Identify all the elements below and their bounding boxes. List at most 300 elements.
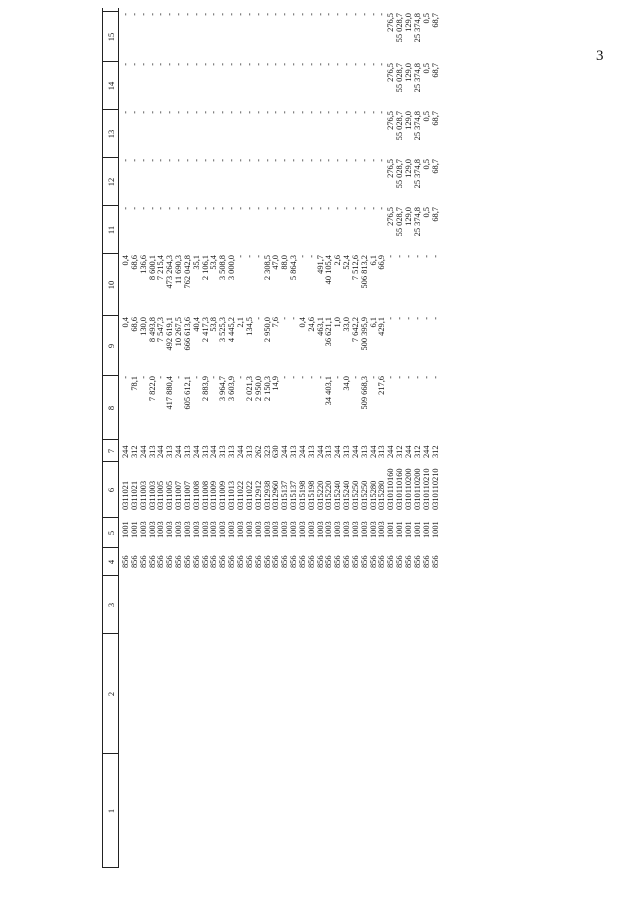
table-cell-col-9: 8 493,8 — [147, 317, 157, 343]
table-cell-col-14: - — [377, 63, 387, 66]
table-cell-col-9: 0,4 — [297, 317, 307, 328]
table-cell-col-7: 313 — [182, 445, 192, 458]
table-cell-col-10: 40 105,4 — [324, 255, 334, 285]
table-cell-col-9: 7,6 — [271, 317, 281, 328]
table-cell-col-9: 40,4 — [191, 317, 201, 332]
table-cell-col-8: 78,1 — [129, 376, 139, 391]
table-row — [264, 8, 273, 868]
table-cell-col-8: - — [156, 376, 166, 379]
table-cell-col-11: - — [253, 207, 263, 210]
table-cell-col-13: - — [244, 111, 254, 114]
table-cell-col-4: 856 — [218, 555, 228, 568]
table-cell-col-15: - — [121, 13, 130, 16]
header-cell-col-6: 6 — [106, 487, 116, 493]
table-cell-col-11: - — [280, 207, 290, 210]
table-row — [140, 8, 149, 868]
table-cell-col-4: 856 — [324, 555, 334, 568]
table-cell-col-6: 0311009 — [209, 480, 219, 510]
table-cell-col-6: 0311005 — [156, 480, 166, 510]
table-cell-col-15: - — [235, 13, 245, 16]
table-row — [370, 8, 379, 868]
table-cell-col-8: 2 021,3 — [244, 376, 254, 402]
table-cell-col-9: 500 395,9 — [359, 317, 369, 351]
table-cell-col-6: 0315137 — [289, 480, 299, 510]
table-cell-col-14: - — [174, 63, 184, 66]
table-cell-col-14: 129,0 — [404, 63, 413, 82]
table-cell-col-5: 1003 — [359, 521, 369, 538]
table-cell-col-7: 244 — [138, 445, 148, 458]
table-cell-col-11: - — [315, 207, 325, 210]
table-cell-col-5: 1003 — [209, 521, 219, 538]
table-cell-col-8: 417 880,4 — [165, 376, 175, 410]
table-row — [166, 8, 175, 868]
table-cell-col-11: - — [209, 207, 219, 210]
table-cell-col-10: 7 215,4 — [156, 255, 166, 281]
table-cell-col-8: 34,0 — [342, 376, 352, 391]
table-cell-col-14: - — [200, 63, 210, 66]
table-cell-col-4: 856 — [297, 555, 307, 568]
table-cell-col-4: 856 — [138, 555, 148, 568]
table-cell-col-9: - — [430, 317, 440, 320]
table-cell-col-11: - — [333, 207, 343, 210]
table-cell-col-13: - — [262, 111, 272, 114]
table-cell-col-9: 492 619,1 — [165, 317, 175, 351]
table-cell-col-10: - — [253, 255, 263, 258]
table-cell-col-11: - — [121, 207, 130, 210]
table-cell-col-7: 244 — [174, 445, 184, 458]
table-cell-col-4: 856 — [156, 555, 166, 568]
table-cell-col-13: - — [342, 111, 352, 114]
table-cell-col-5: 1003 — [368, 521, 378, 538]
table-cell-col-10: 68,6 — [129, 255, 139, 270]
table-cell-col-10: 0,4 — [121, 255, 130, 266]
table-cell-col-13: 129,0 — [404, 111, 413, 130]
table-cell-col-13: 0,5 — [421, 111, 431, 122]
table-cell-col-13: - — [333, 111, 343, 114]
table-cell-col-8: 34 403,1 — [324, 376, 334, 406]
table-row — [184, 8, 193, 868]
table-cell-col-6: 0311008 — [191, 480, 201, 510]
table-cell-col-6: 0310110200 — [412, 468, 422, 510]
table-cell-col-9: 2,1 — [235, 317, 245, 328]
table-cell-col-14: 68,7 — [430, 63, 440, 78]
table-cell-col-10: - — [306, 255, 316, 258]
table-cell-col-13: - — [218, 111, 228, 114]
table-cell-col-5: 1001 — [395, 521, 405, 538]
table-cell-col-8: 2 150,3 — [262, 376, 272, 402]
table-cell-col-13: - — [315, 111, 325, 114]
table-cell-col-13: - — [235, 111, 245, 114]
table-cell-col-8: - — [138, 376, 148, 379]
table-cell-col-13: - — [289, 111, 299, 114]
table-cell-col-4: 856 — [244, 555, 254, 568]
table-cell-col-8: - — [174, 376, 184, 379]
header-cell-col-7: 7 — [106, 448, 116, 454]
table-cell-col-6: 0315250 — [359, 480, 369, 510]
table-cell-col-11: 276,5 — [386, 207, 396, 226]
table-cell-col-4: 856 — [395, 555, 405, 568]
table-cell-col-10: 762 042,8 — [182, 255, 192, 289]
table-cell-col-13: 55 028,7 — [395, 111, 405, 141]
table-cell-col-12: - — [174, 159, 184, 162]
table-cell-col-7: 244 — [386, 445, 396, 458]
table-cell-col-14: - — [315, 63, 325, 66]
table-cell-col-12: - — [271, 159, 281, 162]
header-cell-col-15: 15 — [106, 32, 116, 42]
table-row — [228, 8, 237, 868]
table-cell-col-14: 276,5 — [386, 63, 396, 82]
table-cell-col-10: 473 264,3 — [165, 255, 175, 289]
table-cell-col-14: - — [262, 63, 272, 66]
table-cell-col-13: 25 374,8 — [412, 111, 422, 141]
table-cell-col-7: 312 — [412, 445, 422, 458]
table-cell-col-9: 1,0 — [333, 317, 343, 328]
table-cell-col-13: - — [227, 111, 237, 114]
table-cell-col-8: 2 950,0 — [253, 376, 263, 402]
table-cell-col-11: 68,7 — [430, 207, 440, 222]
table-cell-col-4: 856 — [359, 555, 369, 568]
table-cell-col-5: 1001 — [386, 521, 396, 538]
table-cell-col-12: - — [138, 159, 148, 162]
table-row — [396, 8, 405, 868]
table-cell-col-4: 856 — [271, 555, 281, 568]
table-cell-col-9: - — [280, 317, 290, 320]
table-cell-col-14: - — [147, 63, 157, 66]
table-cell-col-15: - — [129, 13, 139, 16]
table-cell-col-9: 0,4 — [121, 317, 130, 328]
header-divider — [102, 61, 118, 62]
table-cell-col-11: - — [262, 207, 272, 210]
table-cell-col-5: 1003 — [156, 521, 166, 538]
table-cell-col-15: - — [165, 13, 175, 16]
table-cell-col-4: 856 — [333, 555, 343, 568]
table-cell-col-7: 313 — [342, 445, 352, 458]
table-cell-col-13: - — [156, 111, 166, 114]
table-cell-col-12: - — [227, 159, 237, 162]
table-cell-col-6: 0315240 — [342, 480, 352, 510]
table-cell-col-7: 313 — [147, 445, 157, 458]
table-cell-col-5: 1003 — [235, 521, 245, 538]
table-cell-col-8: - — [412, 376, 422, 379]
table-cell-col-11: - — [182, 207, 192, 210]
table-cell-col-15: - — [377, 13, 387, 16]
table-cell-col-6: 0311003 — [147, 480, 157, 510]
table-cell-col-12: - — [342, 159, 352, 162]
table-cell-col-6: 0310110210 — [430, 468, 440, 510]
table-cell-col-14: - — [209, 63, 219, 66]
table-cell-col-10: 8 600,1 — [147, 255, 157, 281]
table-cell-col-5: 1003 — [218, 521, 228, 538]
table-cell-col-5: 1003 — [182, 521, 192, 538]
table-cell-col-11: - — [218, 207, 228, 210]
table-cell-col-9: 10 267,5 — [174, 317, 184, 347]
table-cell-col-12: - — [350, 159, 360, 162]
table-cell-col-15: - — [147, 13, 157, 16]
header-divider — [102, 439, 118, 440]
table-cell-col-12: 25 374,8 — [412, 159, 422, 189]
table-cell-col-8: - — [430, 376, 440, 379]
table-cell-col-10: 2 106,1 — [200, 255, 210, 281]
table-cell-col-7: 312 — [129, 445, 139, 458]
table-row — [299, 8, 308, 868]
table-row — [246, 8, 255, 868]
table-cell-col-15: 25 374,8 — [412, 13, 422, 43]
table-cell-col-10: 136,6 — [138, 255, 148, 274]
table-cell-col-7: 262 — [253, 445, 263, 458]
table-cell-col-6: 0315198 — [297, 480, 307, 510]
table-cell-col-4: 856 — [174, 555, 184, 568]
table-cell-col-14: - — [333, 63, 343, 66]
table-cell-col-14: - — [191, 63, 201, 66]
table-cell-col-13: - — [174, 111, 184, 114]
header-divider — [102, 205, 118, 206]
table-header-row — [104, 8, 119, 868]
table-cell-col-11: - — [359, 207, 369, 210]
table-cell-col-14: - — [218, 63, 228, 66]
table-cell-col-9: 463,1 — [315, 317, 325, 336]
table-cell-col-15: - — [191, 13, 201, 16]
table-cell-col-9: - — [253, 317, 263, 320]
table-cell-col-9: 666 613,6 — [182, 317, 192, 351]
table-cell-col-8: - — [395, 376, 405, 379]
table-cell-col-15: - — [297, 13, 307, 16]
table-cell-col-4: 856 — [253, 555, 263, 568]
table-cell-col-6: 0311008 — [200, 480, 210, 510]
table-cell-col-7: 244 — [404, 445, 413, 458]
table-cell-col-15: - — [368, 13, 378, 16]
table-cell-col-8: - — [306, 376, 316, 379]
table-row — [352, 8, 361, 868]
table-row — [343, 8, 352, 868]
table-cell-col-11: 129,0 — [404, 207, 413, 226]
table-cell-col-8: - — [297, 376, 307, 379]
table-cell-col-8: 605 612,1 — [182, 376, 192, 410]
table-cell-col-4: 856 — [200, 555, 210, 568]
table-cell-col-15: - — [306, 13, 316, 16]
header-divider — [102, 11, 118, 12]
table-cell-col-7: 244 — [350, 445, 360, 458]
table-cell-col-8: - — [404, 376, 413, 379]
table-row — [432, 8, 441, 868]
table-cell-col-14: - — [359, 63, 369, 66]
header-cell-col-14: 14 — [106, 81, 116, 91]
table-cell-col-10: 6,1 — [368, 255, 378, 266]
header-divider — [102, 633, 118, 634]
table-row — [175, 8, 184, 868]
table-cell-col-12: 276,5 — [386, 159, 396, 178]
table-cell-col-8: - — [350, 376, 360, 379]
table-cell-col-15: - — [156, 13, 166, 16]
table-cell-col-13: - — [165, 111, 175, 114]
table-cell-col-9: 53,8 — [209, 317, 219, 332]
table-cell-col-9: 130,0 — [138, 317, 148, 336]
table-cell-col-11: - — [156, 207, 166, 210]
table-cell-col-13: - — [191, 111, 201, 114]
table-cell-col-10: - — [235, 255, 245, 258]
table-cell-col-8: - — [235, 376, 245, 379]
table-cell-col-15: - — [333, 13, 343, 16]
table-cell-col-15: - — [138, 13, 148, 16]
table-cell-col-5: 1003 — [262, 521, 272, 538]
table-cell-col-13: - — [138, 111, 148, 114]
table-cell-col-8: - — [368, 376, 378, 379]
table-cell-col-6: 0311007 — [174, 480, 184, 510]
table-cell-col-5: 1003 — [244, 521, 254, 538]
table-cell-col-11: - — [235, 207, 245, 210]
rotated-table — [104, 8, 626, 868]
table-cell-col-10: 5 864,3 — [289, 255, 299, 281]
header-divider — [102, 375, 118, 376]
table-cell-col-9: - — [395, 317, 405, 320]
table-cell-col-5: 1003 — [342, 521, 352, 538]
table-cell-col-4: 856 — [235, 555, 245, 568]
table-cell-col-9: - — [421, 317, 431, 320]
table-cell-col-5: 1003 — [289, 521, 299, 538]
table-cell-col-9: 4 445,2 — [227, 317, 237, 343]
table-cell-col-5: 1003 — [138, 521, 148, 538]
table-cell-col-4: 856 — [209, 555, 219, 568]
table-cell-col-7: 313 — [244, 445, 254, 458]
table-cell-col-4: 856 — [377, 555, 387, 568]
table-cell-col-12: - — [359, 159, 369, 162]
table-cell-col-11: - — [368, 207, 378, 210]
table-cell-col-13: - — [297, 111, 307, 114]
table-cell-col-4: 856 — [350, 555, 360, 568]
table-cell-col-10: - — [297, 255, 307, 258]
table-cell-col-8: 3 603,9 — [227, 376, 237, 402]
table-cell-col-11: - — [174, 207, 184, 210]
header-divider — [102, 253, 118, 254]
table-cell-col-13: - — [121, 111, 130, 114]
table-cell-col-10: 53,4 — [209, 255, 219, 270]
table-row — [157, 8, 166, 868]
table-cell-col-12: - — [289, 159, 299, 162]
table-cell-col-6: 0315220 — [324, 480, 334, 510]
table-cell-col-12: - — [377, 159, 387, 162]
table-cell-col-13: 68,7 — [430, 111, 440, 126]
table-cell-col-14: - — [342, 63, 352, 66]
table-cell-col-14: - — [271, 63, 281, 66]
table-cell-col-5: 1003 — [147, 521, 157, 538]
table-cell-col-11: - — [297, 207, 307, 210]
table-cell-col-5: 1003 — [377, 521, 387, 538]
table-cell-col-11: - — [129, 207, 139, 210]
table-cell-col-5: 1003 — [165, 521, 175, 538]
table-cell-col-6: 0315240 — [333, 480, 343, 510]
table-cell-col-11: - — [147, 207, 157, 210]
table-cell-col-6: 0311009 — [218, 480, 228, 510]
table-cell-col-13: - — [368, 111, 378, 114]
table-cell-col-15: 276,5 — [386, 13, 396, 32]
table-cell-col-5: 1001 — [121, 521, 130, 538]
table-cell-col-7: 312 — [395, 445, 405, 458]
table-cell-col-15: - — [218, 13, 228, 16]
table-cell-col-9: 2 950,0 — [262, 317, 272, 343]
table-cell-col-10: 35,1 — [191, 255, 201, 270]
table-cell-col-8: 2 883,9 — [200, 376, 210, 402]
table-row — [414, 8, 423, 868]
table-cell-col-7: 244 — [156, 445, 166, 458]
table-row — [325, 8, 334, 868]
table-cell-col-11: 55 028,7 — [395, 207, 405, 237]
table-row — [317, 8, 326, 868]
table-cell-col-14: - — [368, 63, 378, 66]
header-cell-col-13: 13 — [106, 129, 116, 139]
table-cell-col-12: - — [253, 159, 263, 162]
table-cell-col-4: 856 — [182, 555, 192, 568]
table-cell-col-8: - — [289, 376, 299, 379]
table-cell-col-4: 856 — [421, 555, 431, 568]
table-cell-col-12: 55 028,7 — [395, 159, 405, 189]
table-cell-col-14: - — [280, 63, 290, 66]
table-cell-col-5: 1001 — [430, 521, 440, 538]
header-cell-col-4: 4 — [106, 559, 116, 565]
table-cell-col-14: - — [324, 63, 334, 66]
table-cell-col-12: - — [129, 159, 139, 162]
table-body — [119, 8, 440, 868]
table-cell-col-4: 856 — [368, 555, 378, 568]
table-cell-col-12: - — [368, 159, 378, 162]
table-cell-col-15: - — [182, 13, 192, 16]
table-cell-col-5: 1003 — [350, 521, 360, 538]
table-cell-col-7: 313 — [324, 445, 334, 458]
table-cell-col-5: 1001 — [412, 521, 422, 538]
table-cell-col-7: 244 — [421, 445, 431, 458]
table-cell-col-14: - — [244, 63, 254, 66]
table-cell-col-15: - — [262, 13, 272, 16]
table-cell-col-11: - — [324, 207, 334, 210]
table-cell-col-12: - — [235, 159, 245, 162]
table-cell-col-10: 2 308,5 — [262, 255, 272, 281]
header-divider — [102, 315, 118, 316]
table-cell-col-9: 36 621,1 — [324, 317, 334, 347]
table-cell-col-9: 7 642,2 — [350, 317, 360, 343]
table-row — [281, 8, 290, 868]
table-cell-col-8: - — [315, 376, 325, 379]
table-cell-col-11: - — [227, 207, 237, 210]
table-cell-col-6: 0310110160 — [395, 468, 405, 510]
table-cell-col-15: - — [280, 13, 290, 16]
table-cell-col-10: 11 690,3 — [174, 255, 184, 285]
table-top-rule — [102, 8, 103, 868]
table-cell-col-4: 856 — [191, 555, 201, 568]
table-cell-col-6: 0311013 — [227, 480, 237, 510]
table-cell-col-8: 3 964,7 — [218, 376, 228, 402]
table-cell-col-12: - — [200, 159, 210, 162]
table-cell-col-5: 1001 — [421, 521, 431, 538]
table-cell-col-15: - — [174, 13, 184, 16]
table-cell-col-7: 244 — [235, 445, 245, 458]
table-cell-col-12: 0,5 — [421, 159, 431, 170]
table-cell-col-8: 509 668,3 — [359, 376, 369, 410]
table-cell-col-5: 1003 — [271, 521, 281, 538]
header-divider — [102, 575, 118, 576]
table-cell-col-4: 856 — [342, 555, 352, 568]
table-cell-col-4: 856 — [227, 555, 237, 568]
header-cell-col-5: 5 — [106, 530, 116, 536]
table-cell-col-10: 88,0 — [280, 255, 290, 270]
table-cell-col-10: - — [386, 255, 396, 258]
table-cell-col-7: 244 — [209, 445, 219, 458]
table-cell-col-11: - — [271, 207, 281, 210]
table-cell-col-6: 0310110160 — [386, 468, 396, 510]
table-cell-col-11: - — [306, 207, 316, 210]
table-cell-col-10: 47,0 — [271, 255, 281, 270]
table-cell-col-11: - — [244, 207, 254, 210]
header-divider — [102, 517, 118, 518]
table-cell-col-6: 0310110210 — [421, 468, 431, 510]
table-cell-col-14: 55 028,7 — [395, 63, 405, 93]
